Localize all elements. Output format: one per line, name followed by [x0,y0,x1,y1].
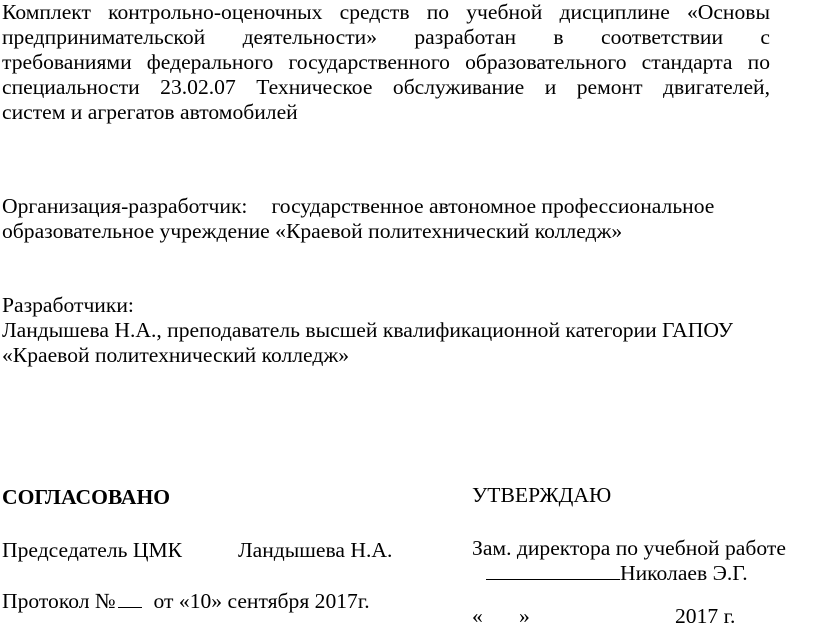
agreed-protocol [2,589,370,614]
approved-position: Зам. директора по учебной работе [472,536,786,560]
approved-date-year: 2017 г. [675,604,736,628]
organization-value-1: государственное автономное профессиональное [271,194,715,218]
developers-line-1: Ландышева Н.А., преподаватель высшей квалификационной категории ГАПОУ [2,318,734,342]
intro-line: систем и агрегатов автомобилей [2,100,298,124]
developers-block [2,293,770,368]
signature-blank [486,561,620,580]
approved-signature-line [486,561,748,586]
agreed-chair-name: Ландышева Н.А. [238,538,393,562]
approved-name: Николаев Э.Г. [620,561,748,585]
intro-line: предпринимательской деятельности» разработан в соответствии с [2,25,770,49]
protocol-prefix: Протокол № [2,589,116,613]
intro-line: специальности 23.02.07 Техническое обслуживание и ремонт двигателей, [2,75,770,99]
developers-line-2: «Краевой политехнический колледж» [2,343,350,367]
approved-date-close-quote: » [519,604,530,628]
protocol-suffix: от «10» сентября 2017г. [153,589,370,613]
approved-date-open-quote: « [472,604,483,628]
agreed-title: СОГЛАСОВАНО [2,485,171,509]
organization-label: Организация-разработчик: [2,194,248,218]
intro-line: требованиями федерального государственного образовательного стандарта по [2,50,770,74]
developers-label: Разработчики: [2,293,134,317]
organization-block [2,194,770,244]
intro-paragraph [2,0,770,125]
organization-value-2: образовательное учреждение «Краевой политехнический колледж» [2,219,623,243]
intro-line: Комплект контрольно-оценочных средств по учебной дисциплине «Основы [2,0,770,24]
approved-title: УТВЕРЖДАЮ [472,483,612,507]
organization-line-1 [2,194,770,219]
protocol-number-blank [118,589,142,608]
agreed-chair-label: Председатель ЦМК [2,538,183,562]
